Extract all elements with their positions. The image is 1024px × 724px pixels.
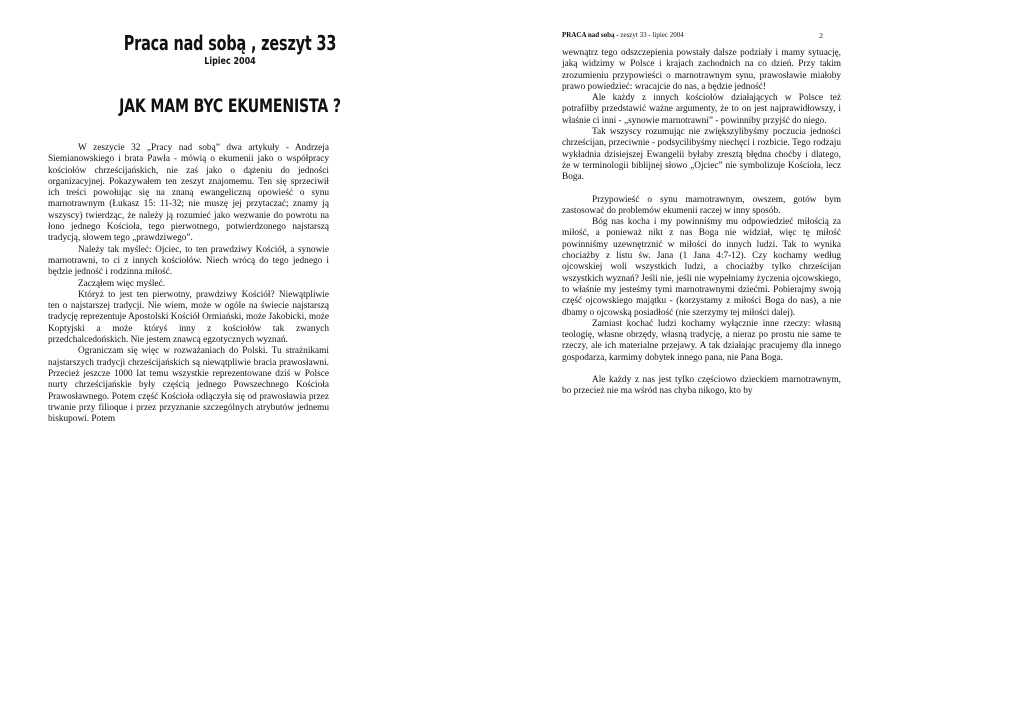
paragraph: Zacząłem więc myśleć. bbox=[78, 278, 165, 289]
paragraph: Tak wszyscy rozumując nie zwiększylibyśmy poczucia jedności chrześcijan, przeciwnie - podsycilibyśmy niechęci i rozbicie. Tego rodzaju wykładnia dzisiejszej Ewangelii byłaby zresztą błędna choćby i dlatego, że w terminologii biblijnej słowo „Ojciec” nie symbolizuje Kościoła, lecz Boga. bbox=[562, 127, 841, 183]
article-headline: JAK MAM BYC EKUMENISTA ? bbox=[119, 95, 341, 117]
publication-title: Praca nad sobą , zeszyt 33 bbox=[123, 31, 337, 55]
left-text-column bbox=[48, 143, 329, 425]
paragraph: Ale każdy z nas jest tylko częściowo dzieckiem marnotrawnym, bo przecież nie ma wśród nas chyba nikogo, kto by bbox=[562, 375, 841, 397]
paragraph: W zeszycie 32 „Pracy nad sobą” dwa artykuły - Andrzeja Siemianowskiego i brata Pawła - mówią o ekumenii jako o współpracy kościołów chrześcijańskich, nie zaś jako o dążeniu do jedności organizacyjnej. Pokazywałem ten zeszyt znajomemu. Ten się sprzeciwił ich treści powołując się na znaną ewangeliczną opowieść o synu marnotrawnym (Łukasz 15: 11-32; nie muszę jej przytaczać; znamy ją wszyscy) twierdząc, że należy ją rozumieć jako wezwanie do powrotu na łono jednego Kościoła, tego pierwotnego, potwierdzonego najstarszą tradycją, słowem tego „prawdziwego”. bbox=[48, 143, 329, 244]
paragraph: Bóg nas kocha i my powinniśmy mu odpowiedzieć miłością za miłość, a ponieważ nikt z nas Boga nie widział, więc tę miłość powinniśmy uzewnętrznić w miłości do innych ludzi. Tak to wynika chociażby z listu św. Jana (1 Jana 4:7-12). Czy kochamy według ojcowskiej woli wszystkich ludzi, a chociażby tylko chrześcijan wszystkich wyznań? Jeśli nie, jeśli nie wypełniamy życzenia ojcowskiego, to właśnie my jesteśmy tymi marnotrawnymi dziećmi. Pobierajmy swoją część ojcowskiego majątku - (korzystamy z miłości Boga do nas), a nie dbamy o ojcowską posiadłość (nie szerzymy tej miłości dalej). bbox=[562, 217, 841, 318]
paragraph: wewnątrz tego odszczepienia powstały dalsze podziały i mamy sytuację, jaką widzimy w Polsce i krajach zachodnich na co dzień. Przy takim zrozumieniu przypowieści o marnotrawnym synu, prawosławie miałoby prawo powiedzieć: wracajcie do nas, a będzie jedność! bbox=[562, 48, 841, 92]
paragraph: Ale każdy z innych kościołów działających w Polsce też potrafiłby przedstawić ważne argumenty, że to on jest najprawidłowszy, i właśnie ci inni - „synowie marnotrawni” - powinniby przyjść do niego. bbox=[562, 93, 841, 126]
issue-date: Lipiec 2004 bbox=[204, 56, 256, 67]
paragraph: Zamiast kochać ludzi kochamy wyłącznie inne rzeczy: własną teologię, własne obrzędy, własną tradycję, a nieraz po prostu nie same te rzeczy, ale ich materialne przejawy. A tak działając pracujemy dla innego gospodarza, karmimy dobytek innego pana, nie Pana Boga. bbox=[562, 318, 841, 363]
right-text-column bbox=[562, 48, 841, 398]
running-header-title: PRACA nad sobą - bbox=[562, 31, 619, 39]
paragraph: Przypowieść o synu marnotrawnym, owszem, gotów bym zastosować do problemów ekumenii raczej w inny sposób. bbox=[562, 194, 841, 216]
page-number: 2 bbox=[819, 31, 823, 40]
paragraph: Ograniczam się więc w rozważaniach do Polski. Tu strażnikami najstarszych tradycji chrześcijańskich są niewątpliwie bracia prawosławni. Przecież jeszcze 1000 lat temu wszystkie reprezentowane dziś w Polsce nurty chrześcijańskie były częścią jednego Powszechnego Kościoła Prawosławnego. Potem część Kościoła odłączyła się od prawosławia przez trwanie przy filioque i przez przyznanie szczególnych atrybutów jednemu biskupowi. Potem bbox=[48, 346, 329, 425]
paragraph: Należy tak myśleć: Ojciec, to ten prawdziwy Kościół, a synowie marnotrawni, to ci z innych kościołów. Niech wrócą do tego jednego i będzie jedność i rodzinna miłość. bbox=[48, 244, 329, 278]
running-header bbox=[562, 31, 841, 40]
running-header-issue: zeszyt 33 - lipiec 2004 bbox=[618, 31, 684, 39]
paragraph: Któryż to jest ten pierwotny, prawdziwy Kościół? Niewątpliwie ten o najstarszej tradycji. Nie wiem, może w ogóle na świecie najstarszą tradycję reprezentuje Apostolski Kościół Ormiański, może Jakobicki, może Koptyjski a może któryś inny z kościołów tak zwanych przedchalcedońskich. Nie jestem znawcą egzotycznych wyznań. bbox=[48, 289, 329, 346]
